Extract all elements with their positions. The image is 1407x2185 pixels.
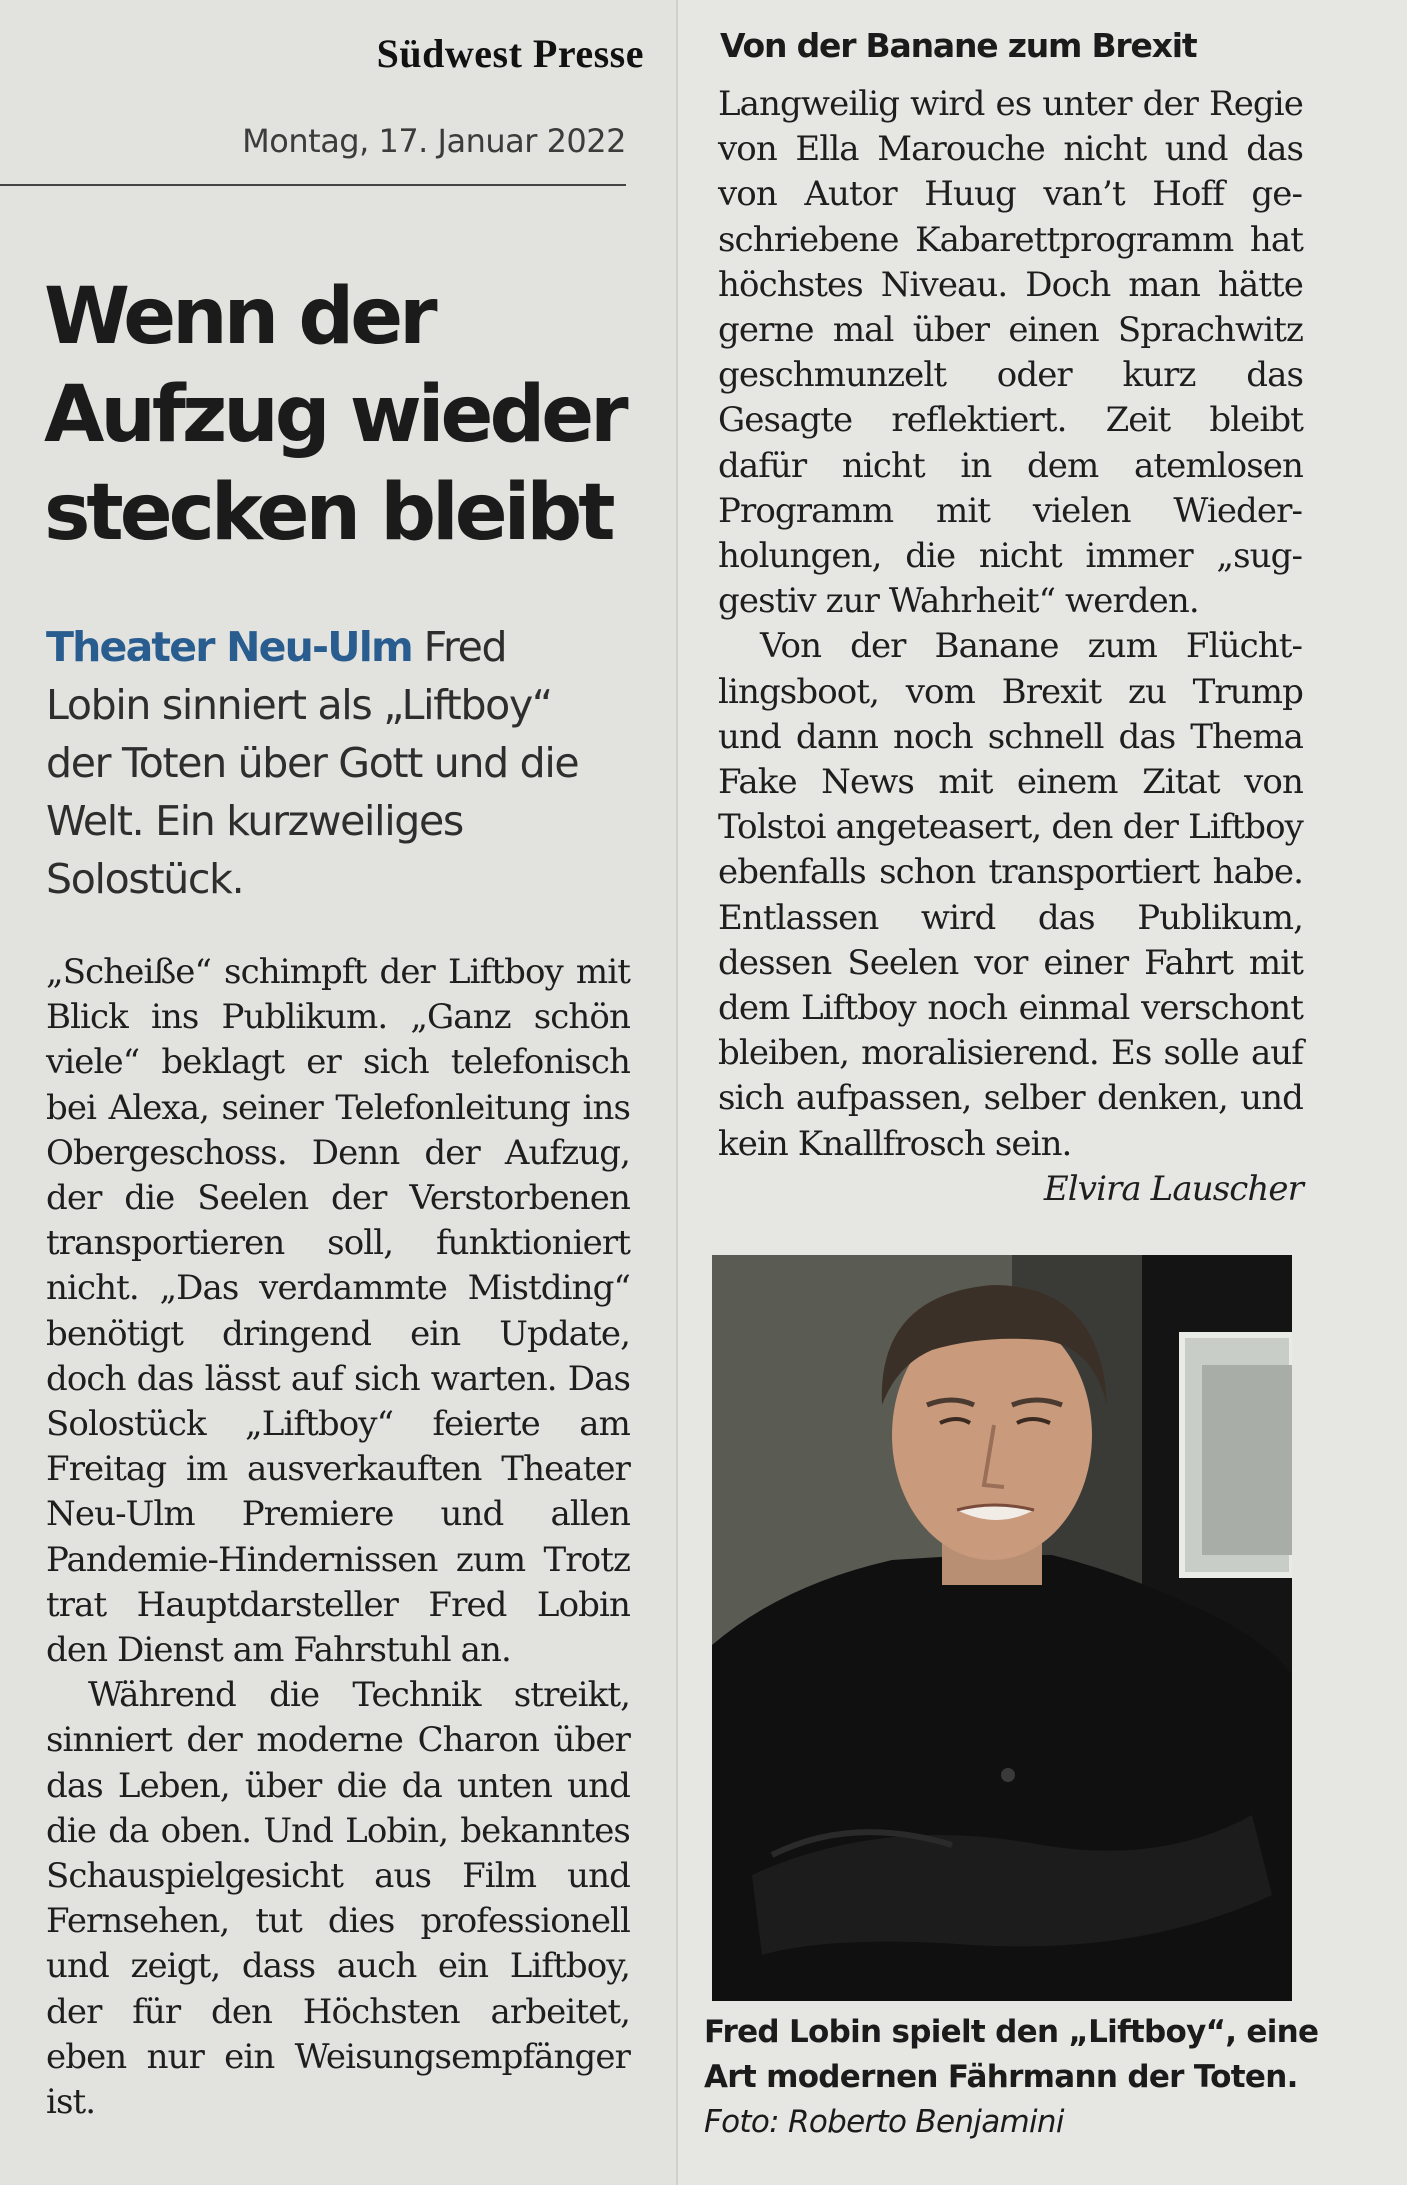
body-paragraph xyxy=(718,624,1303,1209)
actor-photo xyxy=(712,1255,1292,2001)
publication-date: Montag, 17. Januar 2022 xyxy=(242,122,626,160)
body-paragraph: „Scheiße“ schimpft der Liftboy mit Blick ins Publikum. „Ganz schön viele“ beklagt er sich telefonisch bei Alexa, seiner Telefonleitung ins Obergeschoss. Denn der Aufzug, der die Seelen der Verstorbenen transportieren soll, funktioniert nicht. „Das verdammte Mistding“ benötigt dringend ein Update, doch das lässt auf sich warten. Das Solostück „Liftboy“ feierte am Freitag im ausverkauften Theater Neu-Ulm Premiere und allen Pandemie-Hindernissen zum Trotz trat Hauptdarsteller Fred Lobin den Dienst am Fahrstuhl an. xyxy=(46,952,630,1671)
headline-line: stecken bleibt xyxy=(44,468,612,558)
teaser-text: Fred Lobin sinniert als „Liftboy“ der Toten über Gott und die Welt. Ein kurzweiliges Solostück. xyxy=(46,623,579,903)
photo-caption xyxy=(704,2010,1324,2145)
article-body-right xyxy=(718,82,1303,1212)
teaser xyxy=(46,618,606,908)
portrait-illustration xyxy=(712,1255,1292,2001)
body-paragraph-text: Von der Banane zum Flüchtlingsboot, vom Brexit zu Trump und dann noch schnell das Thema Fake News mit einem Zitat von Tolstoi angeteasert, den der Liftboy ebenfalls schon transportiert habe. Entlassen wird das Publikum, dessen Seelen vor einer Fahrt mit dem Liftboy noch einmal verschont bleiben, moralisierend. Es solle auf sich aufpassen, selber denken, und kein Knallfrosch sein. xyxy=(718,626,1303,1164)
photo-credit: Foto: Roberto Benjamini xyxy=(704,2104,1064,2140)
article-body-left xyxy=(46,950,630,2125)
headline xyxy=(44,268,644,562)
body-paragraph: Während die Technik streikt, sinniert der moderne Charon über das Leben, über die da unten und die da oben. Und Lobin, bekanntes Schauspielgesicht aus Film und Fernsehen, tut dies professionell und zeigt, dass auch ein Liftboy, der für den Höchsten arbeitet, eben nur ein Weisungsempfänger ist. xyxy=(46,1675,630,2123)
subheading: Von der Banane zum Brexit xyxy=(720,26,1197,65)
newspaper-name: Südwest Presse xyxy=(376,31,644,76)
masthead-rule xyxy=(0,184,626,186)
headline-line: Wenn der xyxy=(44,272,434,362)
author-name: Elvira Lauscher xyxy=(1043,1168,1303,1209)
headline-line: Aufzug wieder xyxy=(44,370,625,460)
body-paragraph: Langweilig wird es unter der Regie von Ella Marouche nicht und das von Autor Huug van’t Hoff geschriebene Kabarettprogramm hat höchstes Niveau. Doch man hätte gerne mal über einen Sprachwitz geschmunzelt oder kurz das Gesagte reflektiert. Zeit bleibt dafür nicht in dem atemlosen Programm mit vielen Wiederholungen, die nicht immer „suggestiv zur Wahrheit“ werden. xyxy=(718,84,1303,622)
rubric-label: Theater Neu-Ulm xyxy=(46,623,412,671)
caption-text: Fred Lobin spielt den „Liftboy“, eine Art modernen Fährmann der Toten. xyxy=(704,2014,1319,2095)
